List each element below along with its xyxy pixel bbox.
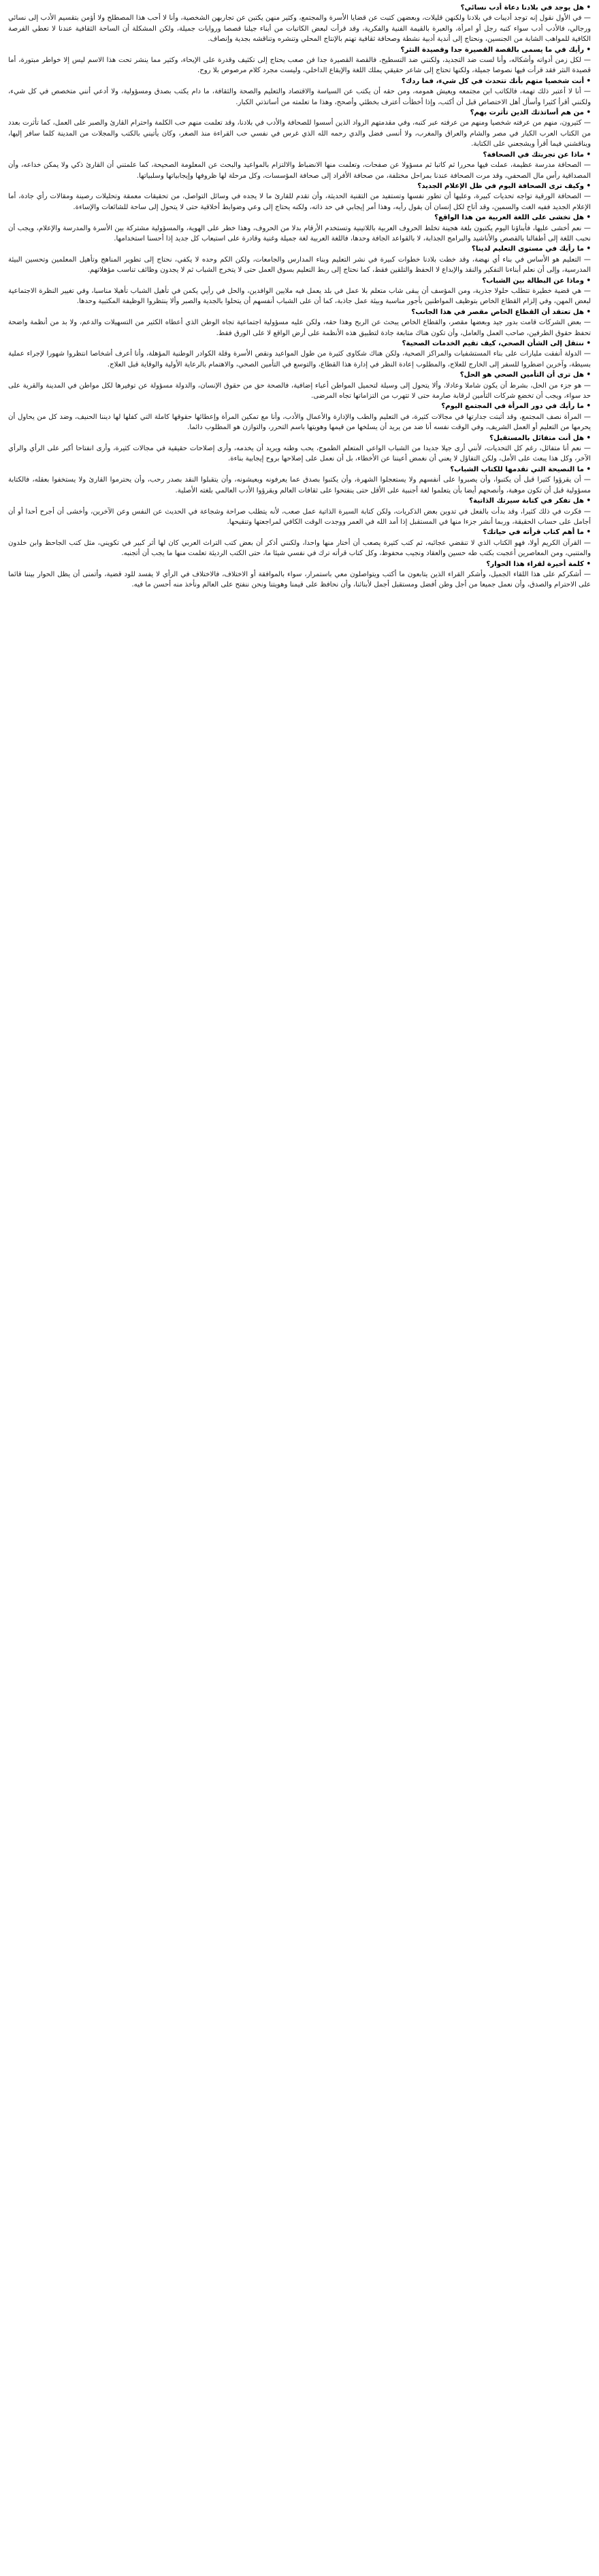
interview-question: • ماذا عن تجربتك في الصحافة؟ xyxy=(483,151,591,159)
interview-question: • كلمة أخيرة لقراء هذا الحوار؟ xyxy=(486,560,591,568)
interview-question: • ما رأيك في مستوى التعليم لدينا؟ xyxy=(471,245,591,253)
interview-answer: — أن يقرؤوا كثيرا قبل أن يكتبوا، وأن يصبروا على أنفسهم ولا يستعجلوا الشهرة، وأن يكتبوا بصدق عما يعرفونه ويعيشونه، وأن يتقبلوا النقد بصدر رحب، وأن يحترموا القارئ ولا يستخفوا بعقله، فالكتابة مسؤولية قبل أن تكون موهبة، وأنصحهم أيضا بأن يتعلموا لغة أجنبية على الأقل حتى ينفتحوا على ثقافات العالم ويقرؤوا الأدب العالمي بلغته الأصلية. xyxy=(8,476,591,494)
interview-question: • هل تفكر في كتابة سيرتك الذاتية؟ xyxy=(469,497,591,505)
interview-question: • وكيف ترى الصحافة اليوم في ظل الإعلام الجديد؟ xyxy=(417,182,591,190)
interview-answer: — القرآن الكريم أولا، فهو الكتاب الذي لا تنقضي عجائبه، ثم كتب كثيرة يصعب أن أختار منها واحدا، ولكنني أذكر أن بعض كتب التراث العربي كان لها أثر كبير في تكويني، مثل كتب الجاحظ وابن خلدون والمتنبي، ومن المعاصرين أعجبت بكتب طه حسين والعقاد ونجيب محفوظ، وكل كتاب قرأته ترك في نفسي شيئا ما، حتى الكتب الرديئة تعلمت منها ما يجب أن أتجنبه. xyxy=(8,539,591,558)
interview-answer: — أنا لا أعتبر ذلك تهمة، فالكاتب ابن مجتمعه ويعيش همومه، ومن حقه أن يكتب عن السياسة والاقتصاد والتعليم والصحة والثقافة، ما دام يكتب بصدق ومسؤولية، ولا أدعي أنني متخصص في كل شيء، ولكنني أقرأ كثيرا وأسأل أهل الاختصاص قبل أن أكتب، وإذا أخطأت أعترف بخطئي وأصحح، وهذا ما تعلمته من أساتذتي الكبار. xyxy=(8,88,591,106)
interview-answer: — الدولة أنفقت مليارات على بناء المستشفيات والمراكز الصحية، ولكن هناك شكاوى كثيرة من طول المواعيد ونقص الأسرة وقلة الكوادر الوطنية المؤهلة، وأنا أعرف أشخاصا انتظروا شهورا لإجراء عملية بسيطة، وآخرين اضطروا للسفر إلى الخارج للعلاج، والمطلوب إعادة النظر في إدارة هذا القطاع، والتوسع في التأمين الصحي، والاهتمام بالرعاية الأولية والوقاية قبل العلاج. xyxy=(8,350,591,368)
interview-answer: — لكل زمن أدواته وأشكاله، وأنا لست ضد التجديد، ولكنني ضد التسطيح، فالقصة القصيرة جدا فن صعب يحتاج إلى تكثيف وقدرة على الإيحاء، وكثير مما ينشر تحت هذا الاسم ليس إلا خواطر مبتورة، أما قصيدة النثر فقد قرأت فيها نصوصا جميلة، ولكنها تحتاج إلى شاعر حقيقي يملك اللغة والإيقاع الداخلي، وليست مجرد كلام مرصوص بلا روح. xyxy=(8,57,591,75)
interview-question: • ما أهم كتاب قرأته في حياتك؟ xyxy=(483,529,591,537)
interview-answer: — الصحافة الورقية تواجه تحديات كبيرة، وعليها أن تطور نفسها وتستفيد من التقنية الحديثة، وأن تقدم للقارئ ما لا يجده في وسائل التواصل، من تحقيقات معمقة وتحليلات رصينة ومقالات رأي جادة، أما الإعلام الجديد ففيه الغث والسمين، وقد أتاح لكل إنسان أن يقول رأيه، وهذا أمر إيجابي في حد ذاته، ولكنه يحتاج إلى وعي وضوابط أخلاقية حتى لا يتحول إلى ساحة للشائعات والإساءة. xyxy=(8,193,591,211)
interview-answer: — فكرت في ذلك كثيرا، وقد بدأت بالفعل في تدوين بعض الذكريات، ولكن كتابة السيرة الذاتية عمل صعب، لأنه يتطلب صراحة وشجاعة في الحديث عن النفس وعن الآخرين، وأخشى أن أجرح أحدا أو أن أجامل على حساب الحقيقة، وربما أنشر جزءا منها في المستقبل إذا أمد الله في العمر ووجدت الوقت الكافي لمراجعتها وتنقيحها. xyxy=(8,507,591,526)
interview-question: • أنت شخصيا متهم بأنك تتحدث في كل شيء، فما ردك؟ xyxy=(401,77,591,85)
interview-answer: — التعليم هو الأساس في بناء أي نهضة، وقد خطت بلادنا خطوات كبيرة في نشر التعليم وبناء المدارس والجامعات، ولكن الكم وحده لا يكفي، نحتاج إلى تطوير المناهج وتأهيل المعلمين وتحسين البيئة المدرسية، وإلى أن نعلم أبناءنا التفكير والنقد والإبداع لا الحفظ والتلقين فقط، كما نحتاج إلى ربط التعليم بسوق العمل حتى لا يتخرج الشباب ثم لا يجدون وظائف تناسب مؤهلاتهم. xyxy=(8,255,591,274)
interview-answer: — هو جزء من الحل، بشرط أن يكون شاملا وعادلا، وألا يتحول إلى وسيلة لتحميل المواطن أعباء إضافية، فالصحة حق من حقوق الإنسان، والدولة مسؤولة عن توفيرها لكل مواطن في المدينة والقرية على حد سواء، ويجب أن تخضع شركات التأمين لرقابة صارمة حتى لا تتهرب من التزاماتها تجاه المرضى. xyxy=(8,381,591,400)
interview-answer: — هي قضية خطيرة تتطلب حلولا جذرية، ومن المؤسف أن يبقى شاب متعلم بلا عمل في بلد يعمل فيه ملايين الوافدين، والحل في رأيي يكمن في تأهيل الشباب تأهيلا مناسبا، وفي تغيير النظرة الاجتماعية لبعض المهن، وفي إلزام القطاع الخاص بتوظيف المواطنين بأجور مناسبة وبيئة عمل جاذبة، كما أن على الشباب أنفسهم أن يتحلوا بالجدية والصبر وألا ينتظروا الوظيفة المكتبية وحدها. xyxy=(8,287,591,306)
interview-answer: — المرأة نصف المجتمع، وقد أثبتت جدارتها في مجالات كثيرة، في التعليم والطب والإدارة والأعمال والأدب، وأنا مع تمكين المرأة وإعطائها حقوقها كاملة التي كفلها لها ديننا الحنيف، وضد كل من يحاول أن يحرمها من التعليم أو العمل الشريف، وفي الوقت نفسه أنا ضد من يريد أن يسلخها من قيمها وهويتها باسم التحرر، والتوازن هو المطلوب دائما. xyxy=(8,413,591,432)
interview-question: • هل تخشى على اللغة العربية من هذا الواقع؟ xyxy=(434,214,591,222)
interview-answer: — كثيرون، منهم من عرفته شخصيا ومنهم من عرفته عبر كتبه، وفي مقدمتهم الرواد الذين أسسوا للصحافة والأدب في بلادنا، وقد تعلمت منهم حب الكلمة واحترام القارئ والصبر على العمل، كما تأثرت بعدد من الكتاب العرب الكبار في مصر والشام والعراق والمغرب، ولا أنسى فضل والدي رحمه الله الذي غرس في نفسي حب القراءة منذ الصغر، وكان يأتيني بالكتب والمجلات من المدينة كلما سافر إليها، ويناقشني فيما أقرأ ويشجعني على الكتابة. xyxy=(8,119,591,148)
interview-answer: — الصحافة مدرسة عظيمة، عملت فيها محررا ثم كاتبا ثم مسؤولا عن صفحات، وتعلمت منها الانضباط والالتزام بالمواعيد والبحث عن المعلومة الصحيحة، كما علمتني أن القارئ ذكي ولا يمكن خداعه، وأن المصداقية رأس مال الصحفي، وقد مرت الصحافة عندنا بمراحل مختلفة، من صحافة الأفراد إلى صحافة المؤسسات، وكل مرحلة لها ظروفها وإيجابياتها وسلبياتها. xyxy=(8,161,591,180)
interview-question: • وماذا عن البطالة بين الشباب؟ xyxy=(482,277,591,285)
interview-question: • رأيك في ما يسمى بالقصة القصيرة جدا وقصيدة النثر؟ xyxy=(400,46,591,54)
interview-answer: — في الأول نقول إنه توجد أديبات في بلادنا ولكنهن قليلات، وبعضهن كتبت عن قضايا الأسرة والمجتمع، وكثير منهن يكتبن عن تجاربهن الشخصية، وأنا لا أحب هذا المصطلح ولا أؤمن بتقسيم الأدب إلى نسائي ورجالي، فالأدب أدب سواء كتبه رجل أو امرأة، والعبرة بالقيمة الفنية والفكرية، وقد قرأت لبعض الكاتبات من أبناء جيلنا قصصا وروايات جميلة، ولكن المشكلة أن الساحة الثقافية عندنا لا تعطي الفرصة الكافية للمواهب الشابة من الجنسين، ونحتاج إلى أندية أدبية نشطة وصحافة ثقافية تهتم بالإنتاج المحلي وتنشره وتناقشه بجدية وإنصاف. xyxy=(8,14,591,44)
interview-question: • ننتقل إلى الشأن الصحي، كيف تقيم الخدمات الصحية؟ xyxy=(402,340,591,347)
interview-answer: — نعم أنا متفائل، رغم كل التحديات، لأنني أرى جيلا جديدا من الشباب الواعي المتعلم الطموح، يحب وطنه ويريد أن يخدمه، وأرى إصلاحات حقيقية في مجالات كثيرة، وأرى انفتاحا أكبر على الرأي والرأي الآخر، وكل هذا يبعث على الأمل، ولكن التفاؤل لا يعني أن نغمض أعيننا عن الأخطاء، بل أن نعمل على إصلاحها بروح إيجابية بناءة. xyxy=(8,445,591,463)
interview-question: • ما رأيك في دور المرأة في المجتمع اليوم؟ xyxy=(441,403,591,411)
interview-question: • هل ترى أن التأمين الصحي هو الحل؟ xyxy=(459,371,591,379)
interview-question: • هل أنت متفائل بالمستقبل؟ xyxy=(489,434,591,442)
interview-question: • هل تعتقد أن القطاع الخاص مقصر في هذا الجانب؟ xyxy=(411,308,591,316)
interview-answer: — بعض الشركات قامت بدور جيد وبعضها مقصر، والقطاع الخاص يبحث عن الربح وهذا حقه، ولكن عليه مسؤولية اجتماعية تجاه الوطن الذي أعطاه الكثير من التسهيلات والدعم، ولا بد من أنظمة واضحة تحفظ حقوق الطرفين، صاحب العمل والعامل، وأن تكون هناك متابعة جادة لتطبيق هذه الأنظمة على أرض الواقع لا على الورق فقط. xyxy=(8,319,591,337)
interview-question: • من هم أساتذتك الذين تأثرت بهم؟ xyxy=(470,109,591,117)
interview-answer: — أشكركم على هذا اللقاء الجميل، وأشكر القراء الذين يتابعون ما أكتب ويتواصلون معي باستمرار، سواء بالموافقة أو الاختلاف، فالاختلاف في الرأي لا يفسد للود قضية، وأتمنى أن يظل الحوار بيننا قائما على الاحترام والصدق، وأن نعمل جميعا من أجل وطن أفضل ومستقبل أجمل لأبنائنا، وأن نحافظ على قيمنا وهويتنا ونحن ننفتح على العالم ونأخذ منه أحسن ما فيه. xyxy=(8,570,591,589)
interview-answer: — نعم أخشى عليها، فأبناؤنا اليوم يكتبون بلغة هجينة تخلط الحروف العربية باللاتينية وتستخدم الأرقام بدلا من الحروف، وهذا خطر على الهوية، والمسؤولية مشتركة بين الأسرة والمدرسة والإعلام، ويجب أن نحبب اللغة إلى أطفالنا بالقصص والأناشيد والبرامج الجذابة، لا بالقواعد الجافة وحدها، فاللغة العربية لغة جميلة وغنية وقادرة على استيعاب كل جديد إذا أحسنا استخدامها. xyxy=(8,224,591,242)
interview-question: • ما النصيحة التي تقدمها للكتاب الشباب؟ xyxy=(450,465,591,473)
interview-question: • هل يوجد في بلادنا دعاة أدب نسائي؟ xyxy=(460,4,591,12)
